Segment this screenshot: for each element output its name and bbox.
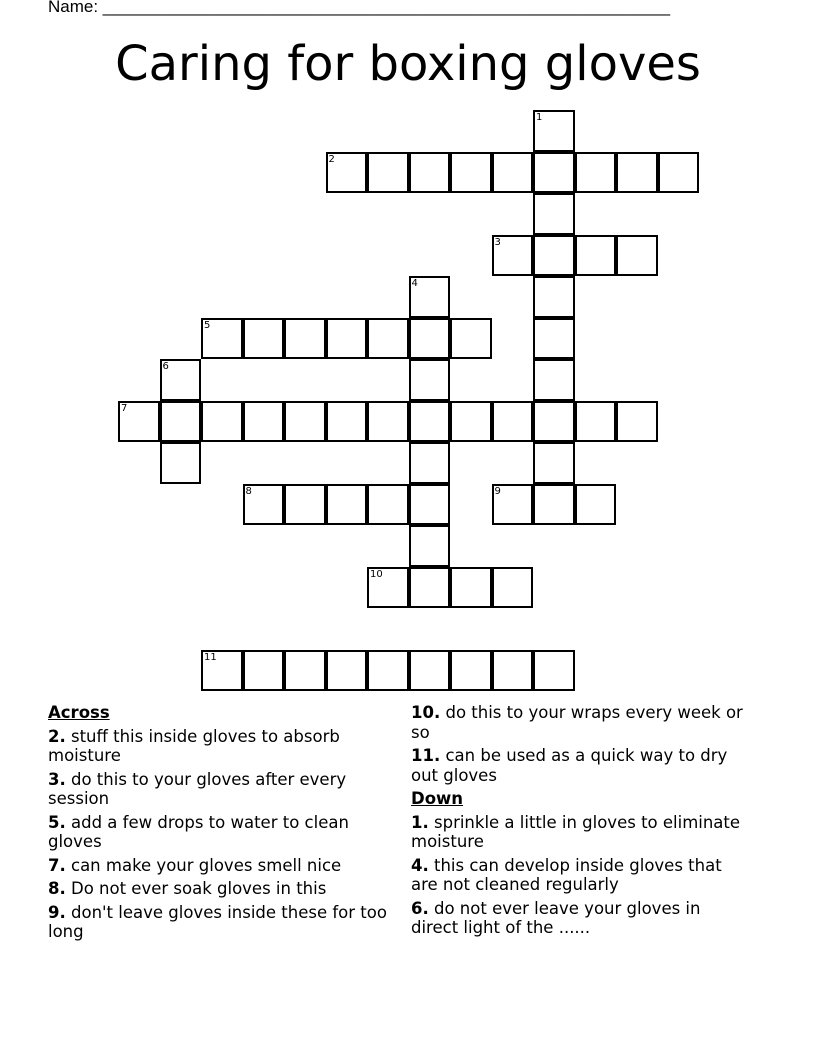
grid-cell[interactable] bbox=[616, 235, 658, 277]
clue-text: can be used as a quick way to dry out gloves bbox=[411, 746, 728, 785]
name-field-label: Name: ____________________________________________________________ bbox=[48, 0, 671, 16]
grid-cell[interactable] bbox=[658, 152, 700, 194]
grid-cell[interactable] bbox=[492, 152, 534, 194]
grid-cell[interactable] bbox=[409, 567, 451, 609]
grid-cell[interactable] bbox=[409, 152, 451, 194]
grid-cell[interactable] bbox=[367, 650, 409, 692]
clue-text: sprinkle a little in gloves to eliminate moisture bbox=[411, 812, 741, 851]
grid-cell[interactable] bbox=[492, 567, 534, 609]
clue-text: don't leave gloves inside these for too long bbox=[48, 902, 387, 941]
clue-down-1 bbox=[411, 813, 751, 852]
grid-cell[interactable] bbox=[450, 650, 492, 692]
clue-number: 3. bbox=[48, 769, 66, 789]
clues-column-left bbox=[48, 703, 388, 942]
grid-cell[interactable] bbox=[160, 401, 202, 443]
cell-number: 10 bbox=[370, 568, 383, 580]
grid-cell[interactable] bbox=[450, 318, 492, 360]
clue-across-2 bbox=[48, 727, 388, 766]
clue-number: 11. bbox=[411, 746, 441, 765]
grid-cell[interactable] bbox=[533, 650, 575, 692]
clue-number: 5. bbox=[48, 812, 66, 832]
grid-cell[interactable] bbox=[533, 484, 575, 526]
grid-cell[interactable] bbox=[367, 567, 409, 609]
grid-cell[interactable] bbox=[326, 401, 368, 443]
clue-text: add a few drops to water to clean gloves bbox=[48, 812, 349, 851]
grid-cell[interactable] bbox=[533, 401, 575, 443]
grid-cell[interactable] bbox=[284, 401, 326, 443]
grid-cell[interactable] bbox=[326, 318, 368, 360]
clue-number: 6. bbox=[411, 898, 429, 918]
clue-down-6 bbox=[411, 899, 751, 938]
grid-cell[interactable] bbox=[326, 152, 368, 194]
grid-cell[interactable] bbox=[409, 401, 451, 443]
clue-across-8 bbox=[48, 879, 388, 899]
grid-cell[interactable] bbox=[575, 152, 617, 194]
cell-number: 11 bbox=[204, 651, 217, 663]
grid-cell[interactable] bbox=[118, 401, 160, 443]
grid-cell[interactable] bbox=[243, 401, 285, 443]
grid-cell[interactable] bbox=[616, 152, 658, 194]
clue-number: 4. bbox=[411, 855, 429, 875]
grid-cell[interactable] bbox=[409, 525, 451, 567]
grid-cell[interactable] bbox=[533, 193, 575, 235]
cell-number: 8 bbox=[245, 485, 252, 497]
cell-number: 5 bbox=[204, 319, 211, 331]
cell-number: 6 bbox=[162, 361, 169, 372]
clue-across-9 bbox=[48, 903, 388, 942]
grid-cell[interactable] bbox=[326, 484, 368, 526]
clue-across-11 bbox=[411, 746, 751, 785]
grid-cell[interactable] bbox=[533, 276, 575, 318]
grid-cell[interactable] bbox=[243, 484, 285, 526]
grid-cell[interactable] bbox=[367, 318, 409, 360]
grid-cell[interactable] bbox=[409, 276, 451, 318]
cell-number: 9 bbox=[494, 485, 501, 497]
cell-number: 3 bbox=[494, 236, 501, 248]
grid-cell[interactable] bbox=[201, 650, 243, 692]
clue-text: do this to your wraps every week or so bbox=[411, 703, 743, 742]
grid-cell[interactable] bbox=[492, 401, 534, 443]
grid-cell[interactable] bbox=[492, 484, 534, 526]
grid-cell[interactable] bbox=[367, 484, 409, 526]
clue-text: do this to your gloves after every session bbox=[48, 769, 347, 808]
page-title: Caring for boxing gloves bbox=[115, 36, 701, 92]
grid-cell[interactable] bbox=[492, 650, 534, 692]
cell-number: 7 bbox=[121, 402, 128, 414]
clue-across-7 bbox=[48, 856, 388, 876]
across-heading: Across bbox=[48, 703, 110, 722]
clue-text: can make your gloves smell nice bbox=[65, 855, 342, 875]
grid-cell[interactable] bbox=[492, 235, 534, 277]
clue-number: 1. bbox=[411, 812, 429, 832]
grid-cell[interactable] bbox=[533, 359, 575, 401]
grid-cell[interactable] bbox=[160, 442, 202, 484]
grid-cell[interactable] bbox=[284, 484, 326, 526]
clue-number: 9. bbox=[48, 902, 66, 922]
clue-text: stuff this inside gloves to absorb moisture bbox=[48, 726, 340, 765]
clue-text: this can develop inside gloves that are not cleaned regularly bbox=[411, 855, 722, 894]
grid-cell[interactable] bbox=[409, 318, 451, 360]
grid-cell[interactable] bbox=[450, 152, 492, 194]
clue-number: 10. bbox=[411, 703, 441, 722]
grid-cell[interactable] bbox=[409, 442, 451, 484]
clue-number: 8. bbox=[48, 879, 66, 898]
grid-cell[interactable] bbox=[533, 110, 575, 152]
clue-text: Do not ever soak gloves in this bbox=[65, 879, 327, 898]
grid-cell[interactable] bbox=[450, 567, 492, 609]
grid-cell[interactable] bbox=[284, 318, 326, 360]
grid-cell[interactable] bbox=[160, 359, 202, 401]
clue-across-3 bbox=[48, 770, 388, 809]
down-heading: Down bbox=[411, 789, 464, 808]
cell-number: 1 bbox=[536, 112, 543, 123]
grid-cell[interactable] bbox=[533, 235, 575, 277]
grid-cell[interactable] bbox=[243, 650, 285, 692]
clue-number: 7. bbox=[48, 855, 66, 875]
grid-cell[interactable] bbox=[575, 401, 617, 443]
clue-text: do not ever leave your gloves in direct light of the ...... bbox=[411, 898, 701, 937]
grid-cell[interactable] bbox=[409, 359, 451, 401]
grid-cell[interactable] bbox=[533, 318, 575, 360]
clues-column-right bbox=[411, 703, 751, 938]
grid-cell[interactable] bbox=[575, 484, 617, 526]
clue-across-5 bbox=[48, 813, 388, 852]
grid-cell[interactable] bbox=[284, 650, 326, 692]
grid-cell[interactable] bbox=[533, 442, 575, 484]
grid-cell[interactable] bbox=[409, 650, 451, 692]
grid-cell[interactable] bbox=[367, 401, 409, 443]
grid-cell[interactable] bbox=[243, 318, 285, 360]
grid-cell[interactable] bbox=[616, 401, 658, 443]
grid-cell[interactable] bbox=[326, 650, 368, 692]
cell-number: 4 bbox=[411, 278, 418, 289]
cell-number: 2 bbox=[328, 153, 335, 165]
grid-cell[interactable] bbox=[575, 235, 617, 277]
clue-down-4 bbox=[411, 856, 751, 895]
grid-cell[interactable] bbox=[201, 401, 243, 443]
clue-across-10 bbox=[411, 703, 751, 742]
clue-number: 2. bbox=[48, 726, 66, 746]
grid-cell[interactable] bbox=[533, 152, 575, 194]
grid-cell[interactable] bbox=[367, 152, 409, 194]
grid-cell[interactable] bbox=[450, 401, 492, 443]
grid-cell[interactable] bbox=[201, 318, 243, 360]
grid-cell[interactable] bbox=[409, 484, 451, 526]
